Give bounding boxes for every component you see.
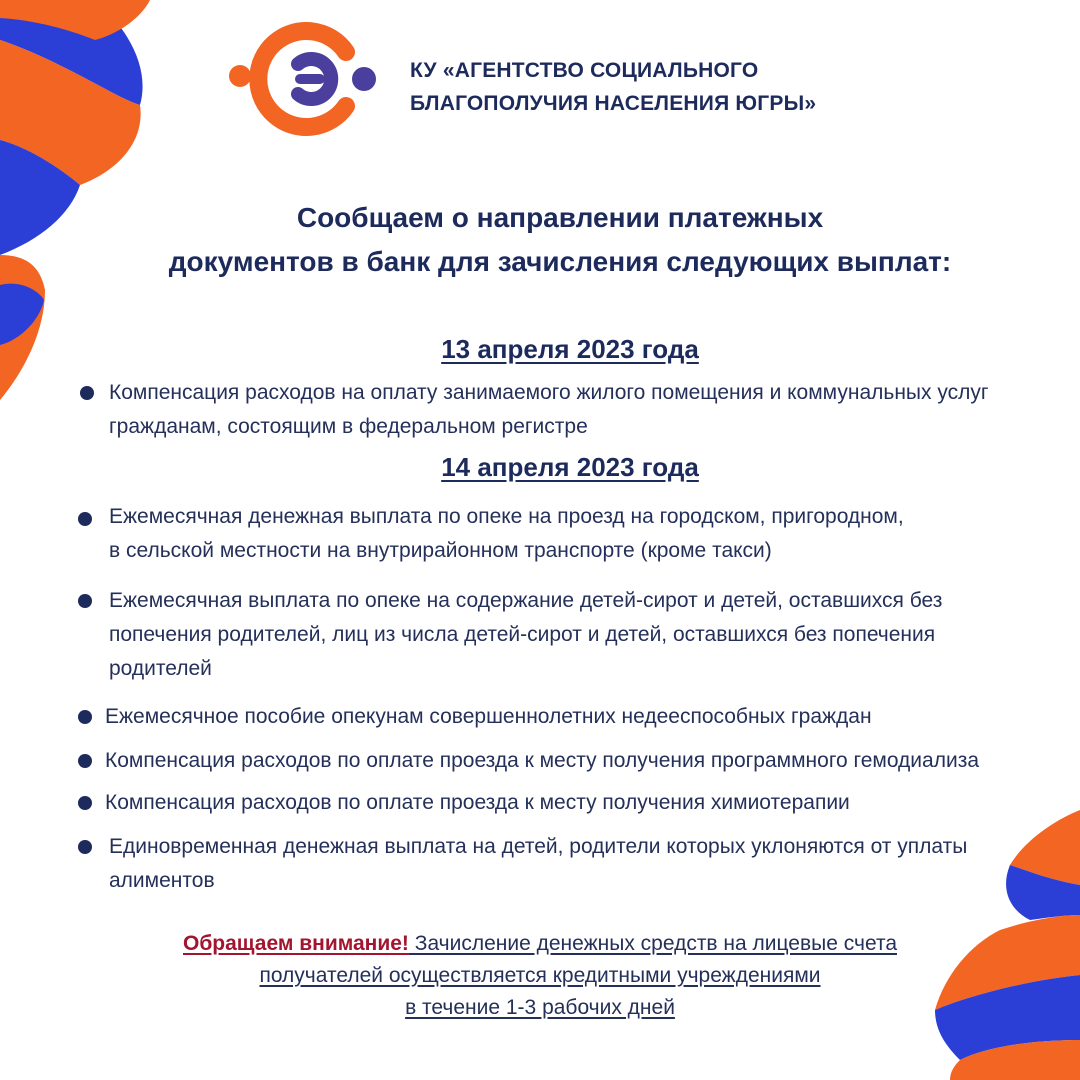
notice-text-line-1: Зачисление денежных средств на лицевые счета bbox=[408, 932, 898, 955]
bullet-icon bbox=[78, 754, 92, 768]
notice-line-2 bbox=[100, 960, 980, 992]
bullet-icon bbox=[80, 386, 94, 400]
bullet-icon bbox=[78, 512, 92, 526]
section-date-1: 13 апреля 2023 года bbox=[441, 334, 699, 364]
list-item-text: Ежемесячная выплата по опеке на содержание детей-сирот и детей, оставшихся без попечения родителей, лиц из числа детей-сирот и детей, оставшихся без попечения родителей bbox=[109, 589, 943, 680]
list-item-text: Ежемесячное пособие опекунам совершеннолетних недееспособных граждан bbox=[105, 705, 872, 728]
notice-attention-label: Обращаем внимание! bbox=[182, 932, 409, 955]
list-item-text: Компенсация расходов на оплату занимаемого жилого помещения и коммунальных услуг гражданам, состоящим в федеральном регистре bbox=[109, 381, 989, 438]
bullet-icon bbox=[78, 796, 92, 810]
notice-line-3 bbox=[100, 992, 980, 1024]
list-item-text: Компенсация расходов по оплате проезда к месту получения химиотерапии bbox=[105, 791, 850, 814]
notice-text-line-2: получателей осуществляется кредитными учреждениями bbox=[259, 964, 821, 987]
organization-name: КУ «АГЕНТСТВО СОЦИАЛЬНОГО БЛАГОПОЛУЧИЯ НАСЕЛЕНИЯ ЮГРЫ» bbox=[410, 59, 817, 115]
bullet-icon bbox=[78, 840, 92, 854]
list-item-text: Единовременная денежная выплата на детей, родители которых уклоняются от уплаты алиментов bbox=[109, 835, 968, 892]
list-item-text: Ежемесячная денежная выплата по опеке на проезд на городском, пригородном, в сельской местности на внутрирайонном транспорте (кроме такси) bbox=[109, 505, 904, 562]
section-date-2: 14 апреля 2023 года bbox=[441, 452, 699, 482]
bullet-icon bbox=[78, 594, 92, 608]
announcement-headline: Сообщаем о направлении платежных документов в банк для зачисления следующих выплат: bbox=[168, 202, 952, 277]
notice-line-1 bbox=[100, 928, 980, 960]
list-item-text: Компенсация расходов по оплате проезда к месту получения программного гемодиализа bbox=[105, 749, 980, 772]
header bbox=[228, 22, 868, 142]
agency-logo-icon bbox=[228, 22, 378, 142]
notice-text-line-3: в течение 1-3 рабочих дней bbox=[405, 996, 675, 1019]
notice-block bbox=[100, 928, 980, 1024]
bullet-icon bbox=[78, 710, 92, 724]
